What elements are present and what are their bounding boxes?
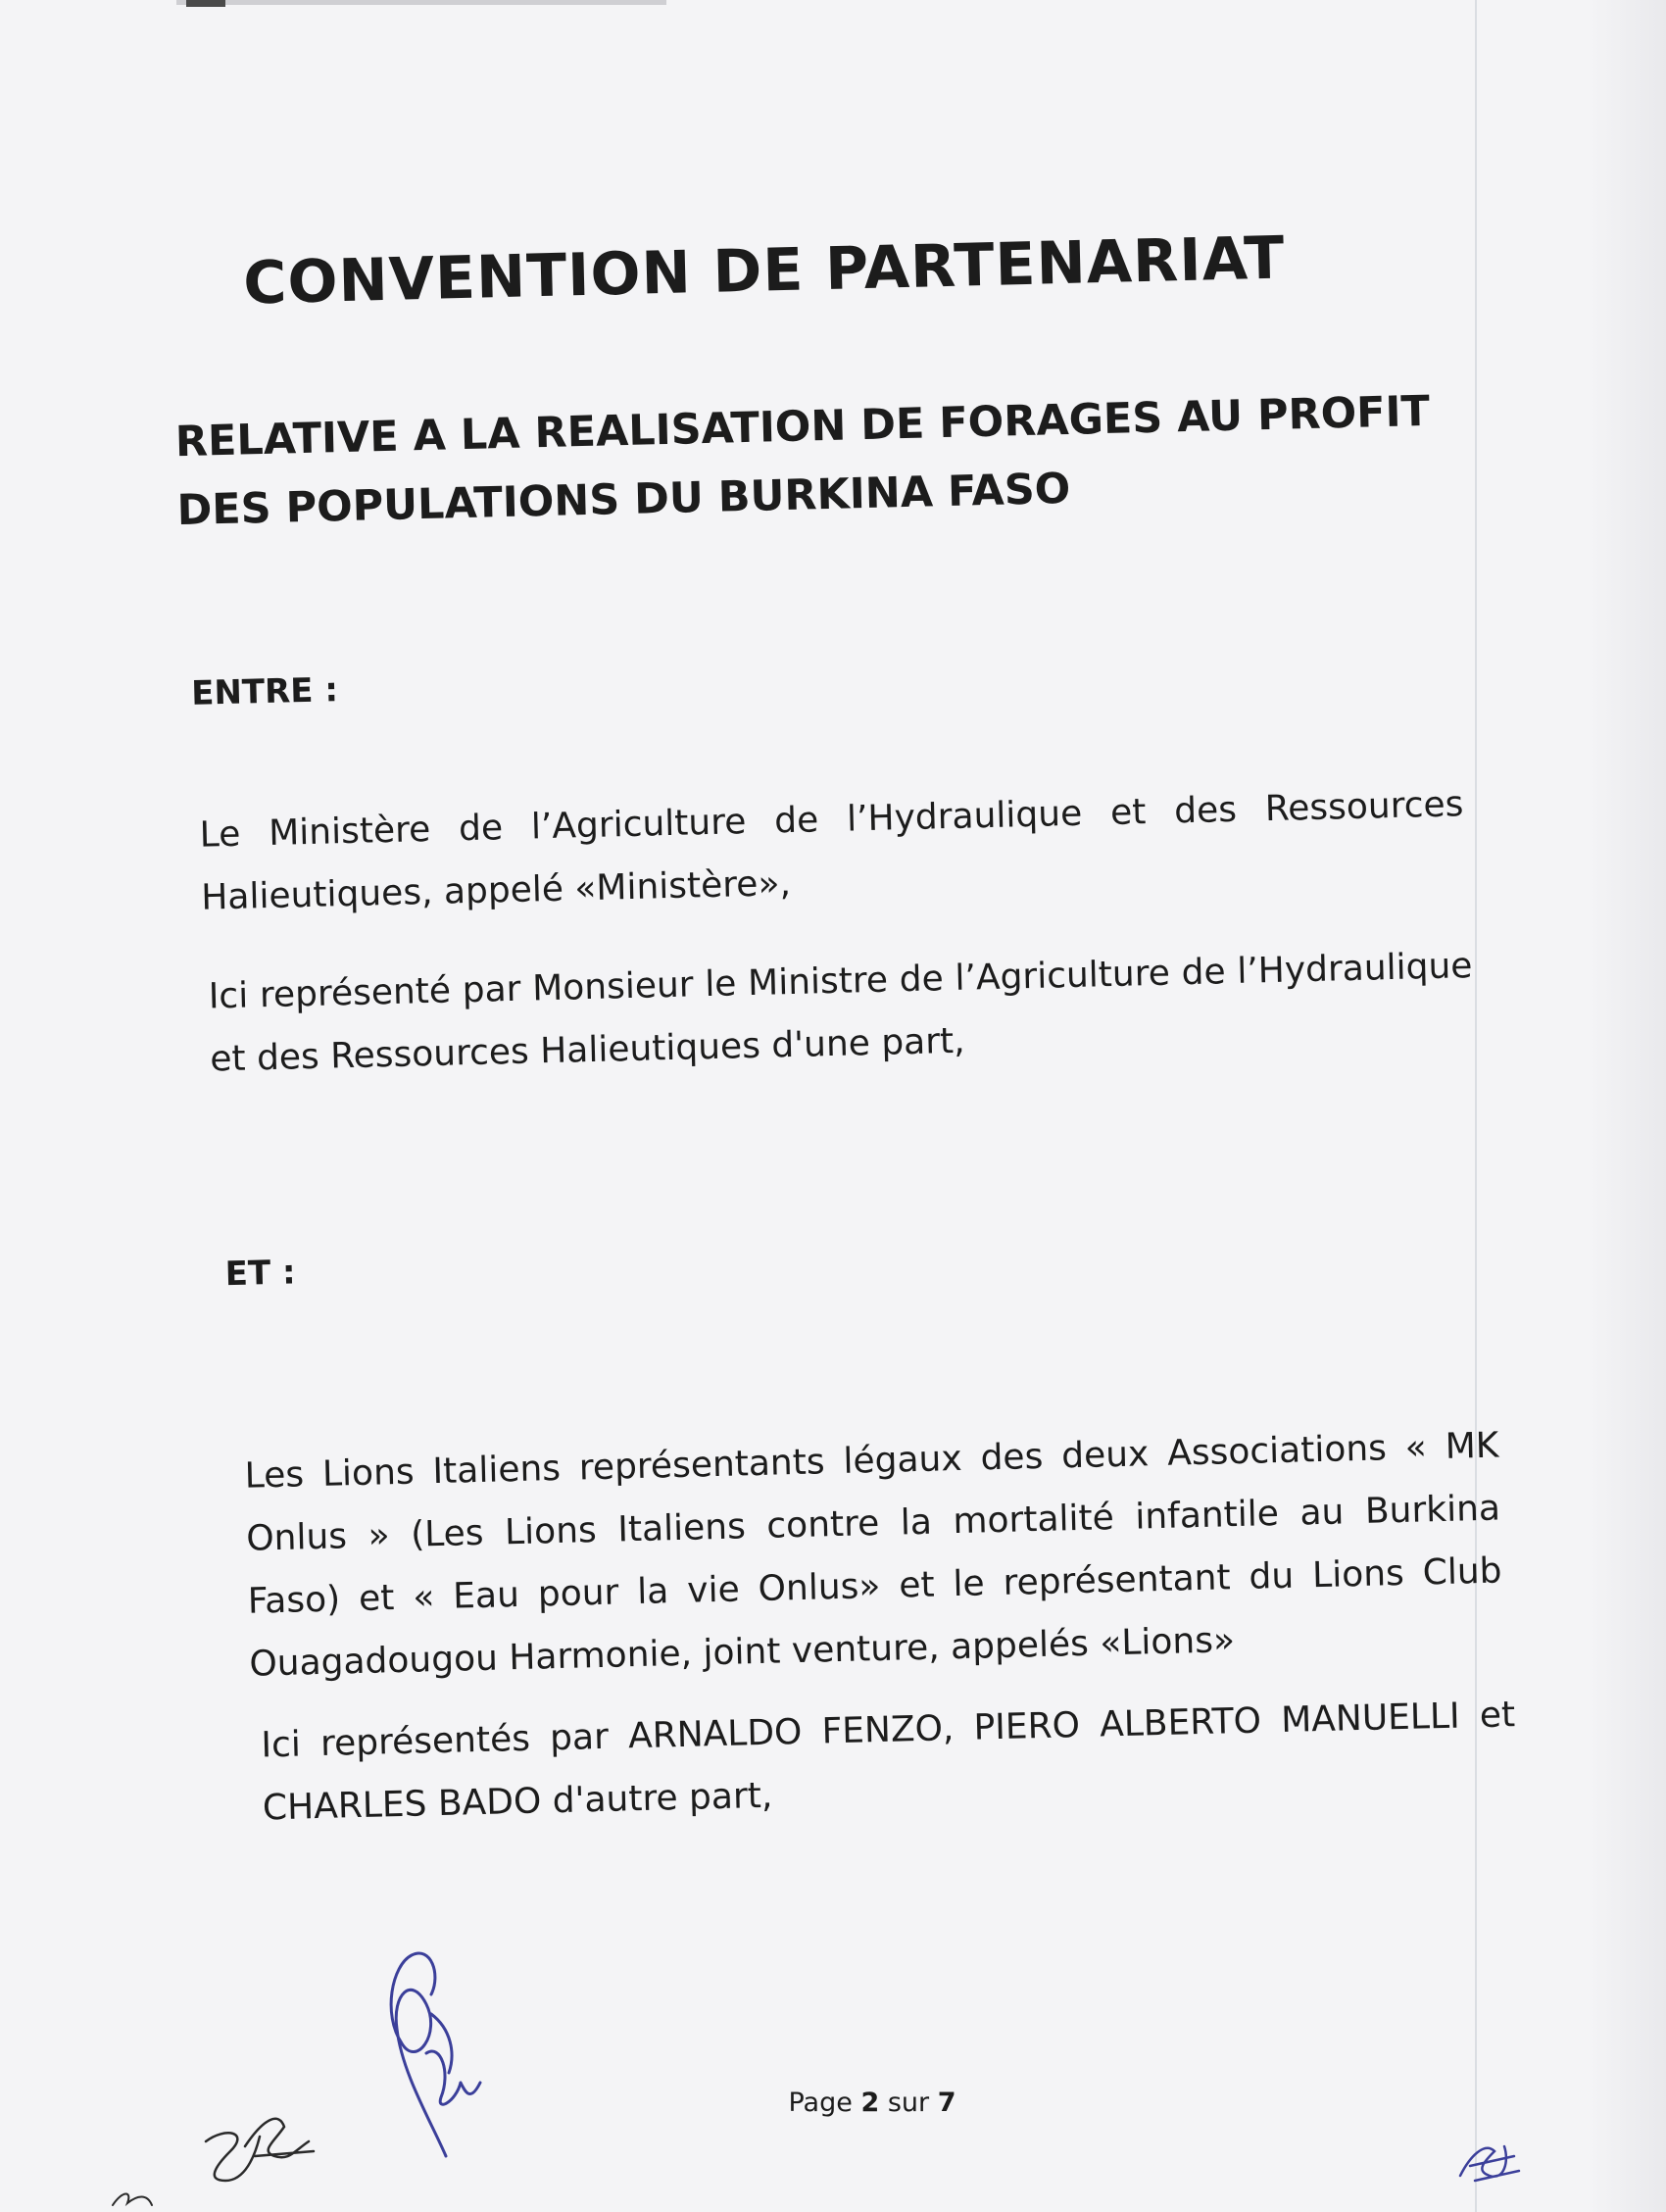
- scan-mark: [186, 0, 225, 7]
- document-subtitle: [174, 377, 1442, 545]
- total-pages: 7: [937, 2088, 956, 2118]
- party2-representation: Ici représentés par ARNALDO FENZO, PIERO ALBERTO MANUELLI et CHARLES BADO d'autre part,: [260, 1695, 1516, 1829]
- page-number: 2: [860, 2088, 880, 2118]
- signature-main: [372, 1936, 510, 2171]
- entre-label: ENTRE :: [190, 670, 339, 713]
- of-word: sur: [887, 2088, 930, 2118]
- scan-edge: [176, 0, 666, 5]
- page-word: Page: [788, 2088, 853, 2118]
- et-label: ET :: [224, 1253, 297, 1295]
- document-title: CONVENTION DE PARTENARIAT: [242, 223, 1287, 319]
- subtitle-line-1: RELATIVE A LA REALISATION DE FORAGES AU PROFIT: [174, 386, 1431, 467]
- initials-bottom-right: [1450, 2127, 1529, 2195]
- subtitle-line-2: DES POPULATIONS DU BURKINA FASO: [176, 464, 1071, 536]
- page-footer: [745, 2088, 1000, 2118]
- initials-bottom-left: [186, 2097, 333, 2195]
- initials-mark: [108, 2186, 167, 2212]
- party1-representation: Ici représenté par Monsieur le Ministre de l’Agriculture de l’Hydraulique et des Ressources Halieutiques d'une part,: [208, 946, 1473, 1080]
- party1-paragraph: Le Ministère de l’Agriculture de l’Hydraulique et des Ressources Halieutiques, appelé «Ministère»,: [199, 784, 1464, 918]
- party2-paragraph: Les Lions Italiens représentants légaux des deux Associations « MK Onlus » (Les Lions Italiens contre la mortalité infantile au Burkina Faso) et « Eau pour la vie Onlus» et le représentant du Lions Club Ouagadougou Harmonie, joint venture, appelés «Lions»: [244, 1425, 1502, 1685]
